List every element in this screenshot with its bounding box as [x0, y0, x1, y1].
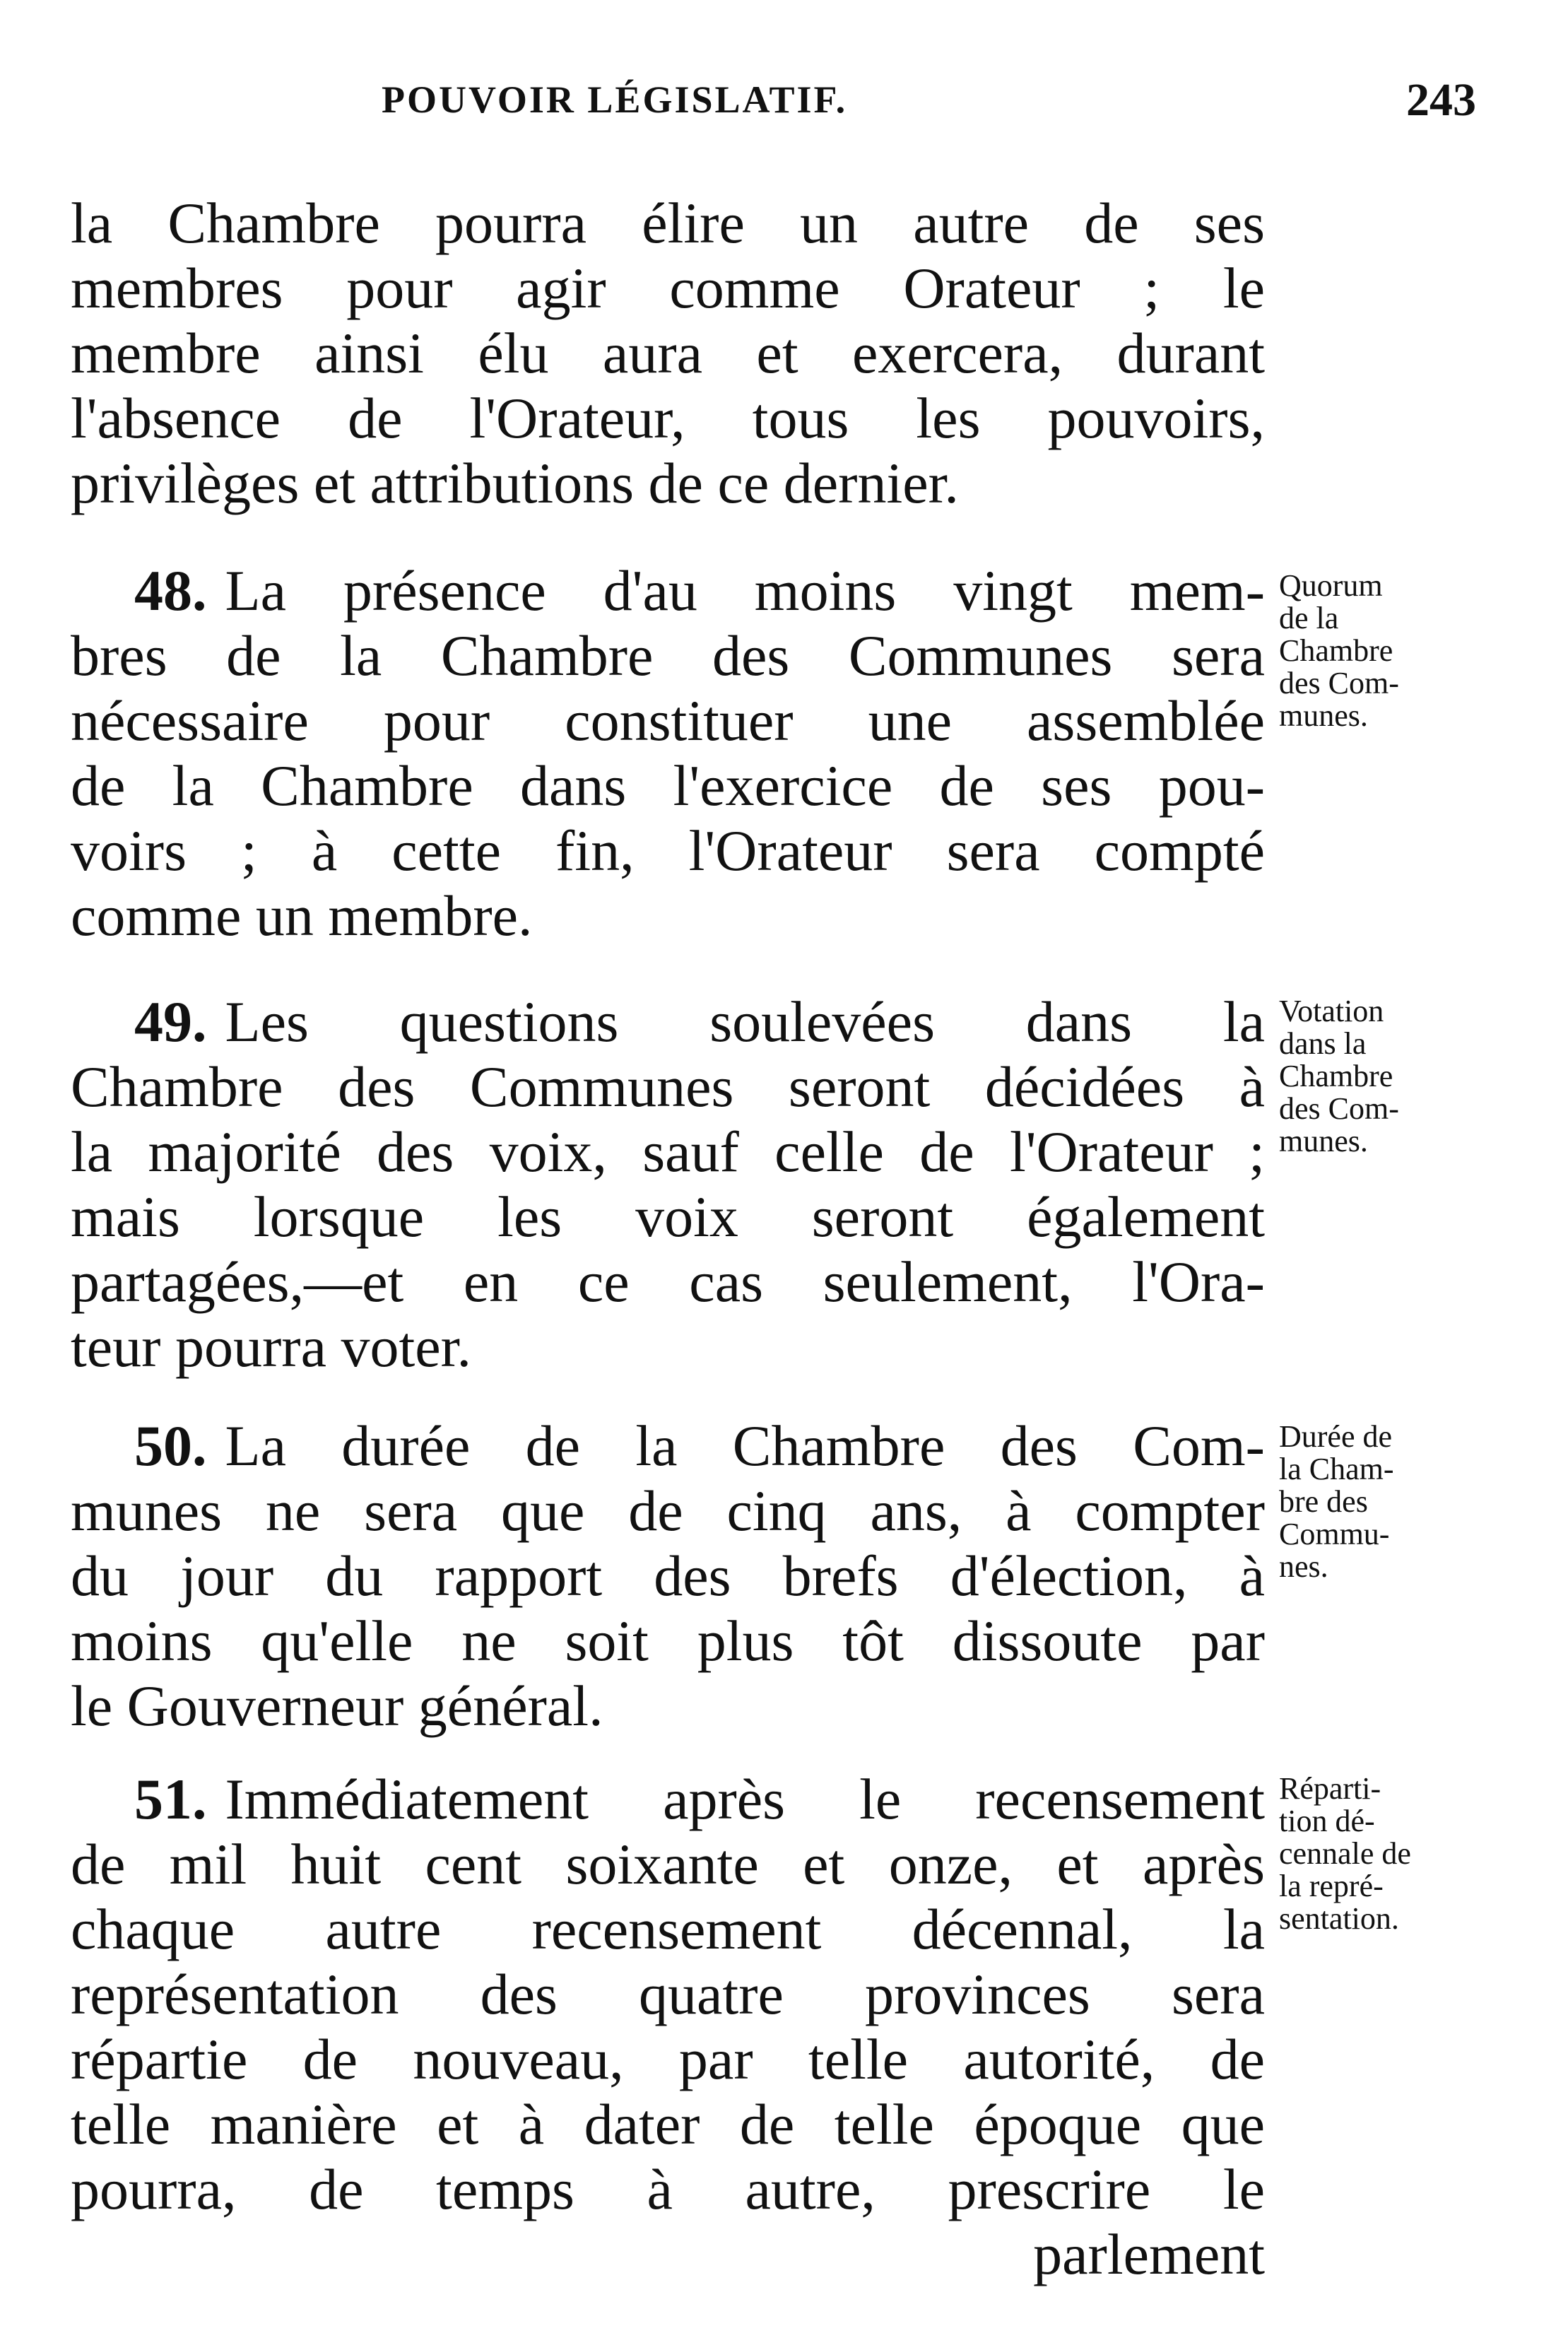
- text-line: de mil huit cent soixante et onze, et après: [71, 1832, 1265, 1896]
- margin-note-line: Commu-: [1279, 1517, 1390, 1551]
- text-line: pourra, de temps à autre, prescrire le: [71, 2157, 1265, 2221]
- text-line-content: Les questions soulevées dans la: [225, 989, 1265, 1054]
- text-line: mais lorsque les voix seront également: [71, 1185, 1265, 1249]
- margin-note-line: munes.: [1279, 698, 1368, 733]
- text-line: partagées,—et en ce cas seulement, l'Ora-: [71, 1250, 1265, 1314]
- running-title: POUVOIR LÉGISLATIF.: [382, 78, 848, 121]
- margin-note-repartition: [1279, 1773, 1505, 1935]
- text-line-content: La durée de la Chambre des Com-: [225, 1414, 1265, 1478]
- margin-note-line: cennale de: [1279, 1836, 1411, 1871]
- text-line: le Gouverneur général.: [71, 1674, 603, 1738]
- text-line: la majorité des voix, sauf celle de l'Orateur ;: [71, 1120, 1265, 1184]
- text-line: l'absence de l'Orateur, tous les pouvoirs,: [71, 386, 1265, 450]
- text-line: [71, 1767, 1265, 1832]
- catchword: parlement: [1033, 2222, 1265, 2286]
- margin-note-duree: [1279, 1421, 1505, 1583]
- margin-note-line: des Com-: [1279, 666, 1399, 700]
- text-line: de la Chambre dans l'exercice de ses pou-: [71, 753, 1265, 818]
- margin-note-line: de la: [1279, 601, 1339, 635]
- text-line: la Chambre pourra élire un autre de ses: [71, 191, 1265, 255]
- page-number: 243: [1406, 74, 1476, 126]
- section-number: 51.: [134, 1767, 207, 1831]
- margin-note-line: bre des: [1279, 1484, 1368, 1519]
- margin-note-votation: [1279, 995, 1505, 1158]
- margin-note-line: Quorum: [1279, 568, 1383, 603]
- margin-note-line: munes.: [1279, 1124, 1368, 1158]
- section-48: [71, 558, 1265, 948]
- margin-note-line: tion dé-: [1279, 1804, 1375, 1838]
- section-number: 49.: [134, 989, 207, 1054]
- text-line: comme un membre.: [71, 883, 533, 948]
- text-line: [71, 1414, 1265, 1479]
- margin-note-line: la Cham-: [1279, 1452, 1394, 1486]
- text-line: voirs ; à cette fin, l'Orateur sera compté: [71, 818, 1265, 883]
- text-line: répartie de nouveau, par telle autorité, de: [71, 2027, 1265, 2091]
- text-line: Chambre des Communes seront décidées à: [71, 1054, 1265, 1119]
- margin-note-quorum: [1279, 570, 1505, 732]
- text-line: chaque autre recensement décennal, la: [71, 1897, 1265, 1961]
- paragraph-continuation: [71, 191, 1265, 516]
- margin-note-line: Réparti-: [1279, 1771, 1381, 1806]
- text-line: membre ainsi élu aura et exercera, durant: [71, 321, 1265, 385]
- text-line: nécessaire pour constituer une assemblée: [71, 688, 1265, 753]
- margin-note-line: des Com-: [1279, 1091, 1399, 1126]
- margin-note-line: dans la: [1279, 1026, 1367, 1061]
- text-line: teur pourra voter.: [71, 1315, 471, 1379]
- margin-note-line: Durée de: [1279, 1419, 1393, 1454]
- text-line-content: Immédiatement après le recensement: [225, 1767, 1265, 1831]
- text-line: représentation des quatre provinces sera: [71, 1962, 1265, 2026]
- text-line: bres de la Chambre des Communes sera: [71, 623, 1265, 688]
- text-line-content: La présence d'au moins vingt mem-: [225, 558, 1265, 623]
- text-line: du jour du rapport des brefs d'élection, à: [71, 1544, 1265, 1608]
- text-line: moins qu'elle ne soit plus tôt dissoute par: [71, 1609, 1265, 1673]
- section-49: [71, 989, 1265, 1380]
- margin-note-line: Chambre: [1279, 1059, 1393, 1093]
- margin-note-line: nes.: [1279, 1549, 1328, 1584]
- text-line: telle manière et à dater de telle époque que: [71, 2092, 1265, 2156]
- margin-note-line: sentation.: [1279, 1901, 1399, 1936]
- section-50: [71, 1414, 1265, 1739]
- margin-note-line: la repré-: [1279, 1869, 1384, 1903]
- text-line: privilèges et attributions de ce dernier.: [71, 451, 959, 515]
- section-number: 48.: [134, 558, 207, 623]
- section-51: [71, 1767, 1265, 2287]
- text-line: membres pour agir comme Orateur ; le: [71, 256, 1265, 320]
- margin-note-line: Chambre: [1279, 633, 1393, 668]
- text-line: [71, 989, 1265, 1054]
- text-line: munes ne sera que de cinq ans, à compter: [71, 1479, 1265, 1543]
- margin-note-line: Votation: [1279, 994, 1384, 1028]
- text-line: [71, 558, 1265, 623]
- section-number: 50.: [134, 1414, 207, 1478]
